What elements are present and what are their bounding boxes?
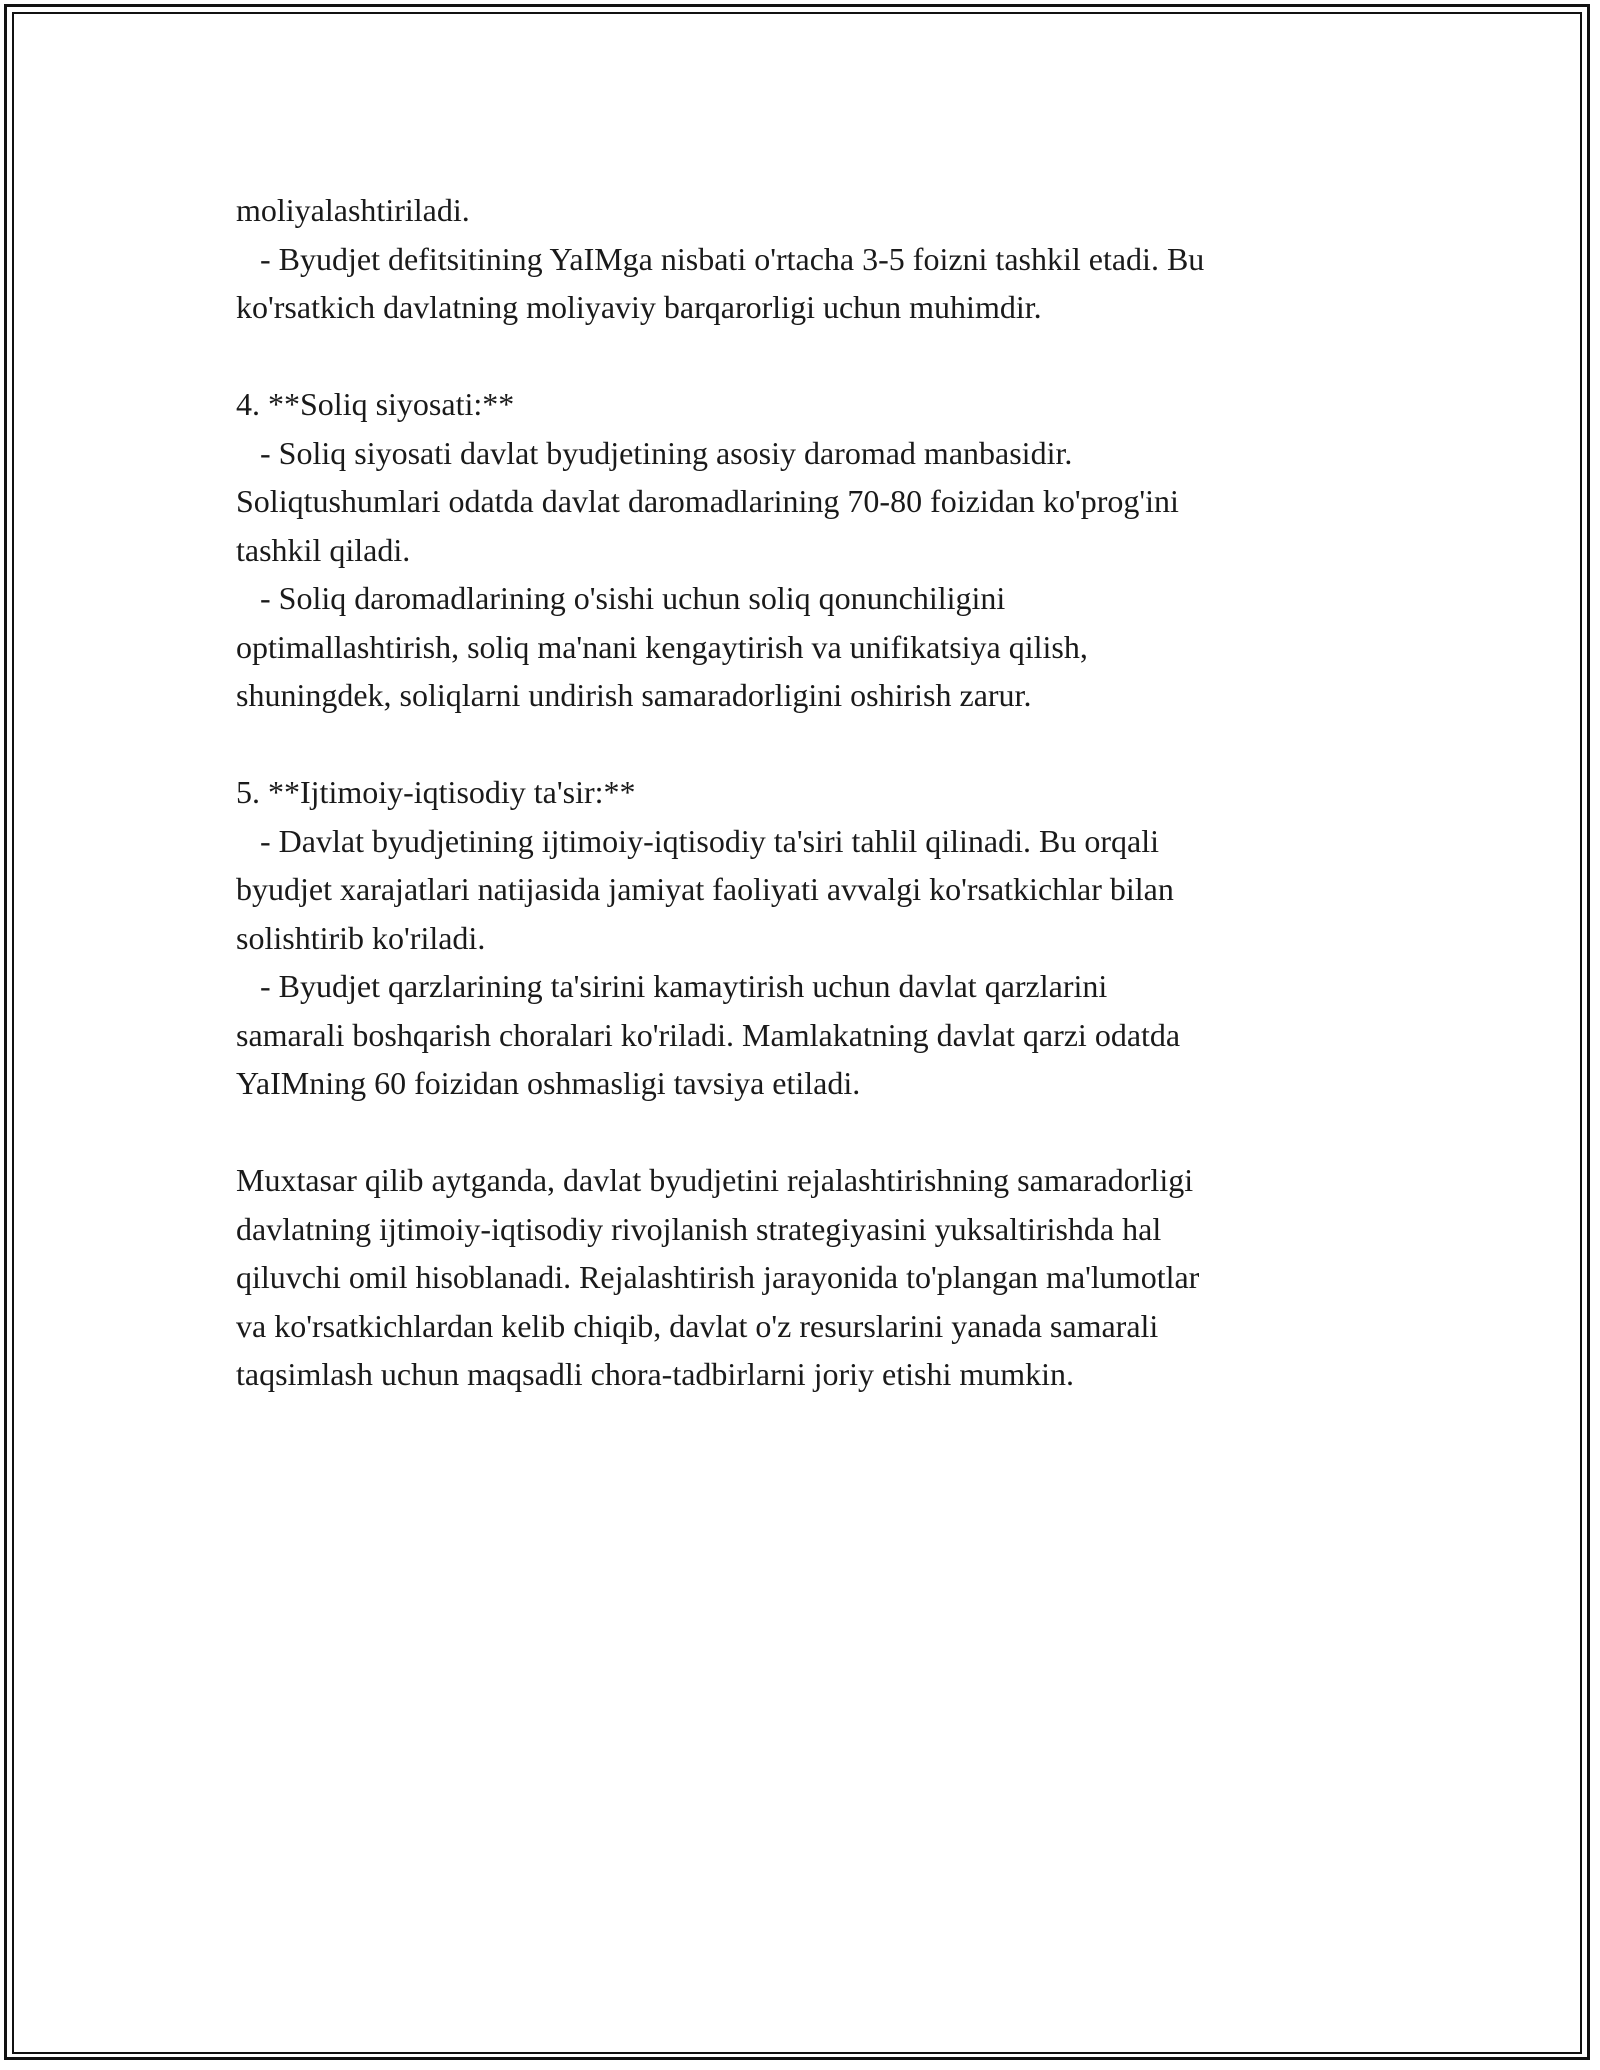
text-line: samarali boshqarish choralari ko'riladi. Mamlakatning davlat qarzi odatda bbox=[236, 1016, 1181, 1053]
text-line: solishtirib ko'riladi. bbox=[236, 919, 486, 956]
text-line: moliyalashtiriladi. bbox=[236, 192, 470, 228]
conclusion-line: qiluvchi omil hisoblanadi. Rejalashtirish jarayonida to'plangan ma'lumotlar bbox=[236, 1259, 1200, 1295]
text-line: - Davlat byudjetining ijtimoiy-iqtisodiy ta'siri tahlil qilinadi. Bu orqali bbox=[236, 822, 1159, 859]
blank-line bbox=[236, 720, 1366, 769]
conclusion-line: va ko'rsatkichlardan kelib chiqib, davlat o'z resurslarini yanada samarali bbox=[236, 1307, 1159, 1344]
document-body bbox=[236, 186, 1366, 1399]
blank-line bbox=[236, 1108, 1366, 1157]
conclusion-line: taqsimlash uchun maqsadli chora-tadbirlarni joriy etishi mumkin. bbox=[236, 1356, 1075, 1392]
conclusion-line: davlatning ijtimoiy-iqtisodiy rivojlanish strategiyasini yuksaltirishda hal bbox=[236, 1210, 1162, 1247]
text-line: ko'rsatkich davlatning moliyaviy barqarorligi uchun muhimdir. bbox=[236, 289, 1042, 325]
section-heading-4: 4. **Soliq siyosati:** bbox=[236, 386, 515, 422]
text-line: optimallashtirish, soliq ma'nani kengaytirish va unifikatsiya qilish, bbox=[236, 628, 1088, 665]
section-heading-5: 5. **Ijtimoiy-iqtisodiy ta'sir:** bbox=[236, 774, 636, 810]
text-line: byudjet xarajatlari natijasida jamiyat faoliyati avvalgi ko'rsatkichlar bilan bbox=[236, 871, 1174, 907]
text-line: - Byudjet qarzlarining ta'sirini kamaytirish uchun davlat qarzlarini bbox=[236, 968, 1108, 1004]
text-line: Soliqtushumlari odatda davlat daromadlarining 70-80 foizidan ko'prog'ini bbox=[236, 483, 1179, 519]
text-line: - Soliq daromadlarining o'sishi uchun soliq qonunchiligini bbox=[236, 580, 1006, 616]
text-line: - Byudjet defitsitining YaIMga nisbati o'rtacha 3-5 foizni tashkil etadi. Bu bbox=[236, 240, 1205, 277]
text-line: YaIMning 60 foizidan oshmasligi tavsiya etiladi. bbox=[236, 1065, 861, 1101]
text-line: shuningdek, soliqlarni undirish samaradorligini oshirish zarur. bbox=[236, 677, 1032, 713]
conclusion-line: Muxtasar qilib aytganda, davlat byudjetini rejalashtirishning samaradorligi bbox=[236, 1162, 1194, 1198]
text-line: - Soliq siyosati davlat byudjetining asosiy daromad manbasidir. bbox=[236, 434, 1073, 471]
blank-line bbox=[236, 332, 1366, 381]
text-line: tashkil qiladi. bbox=[236, 531, 411, 568]
